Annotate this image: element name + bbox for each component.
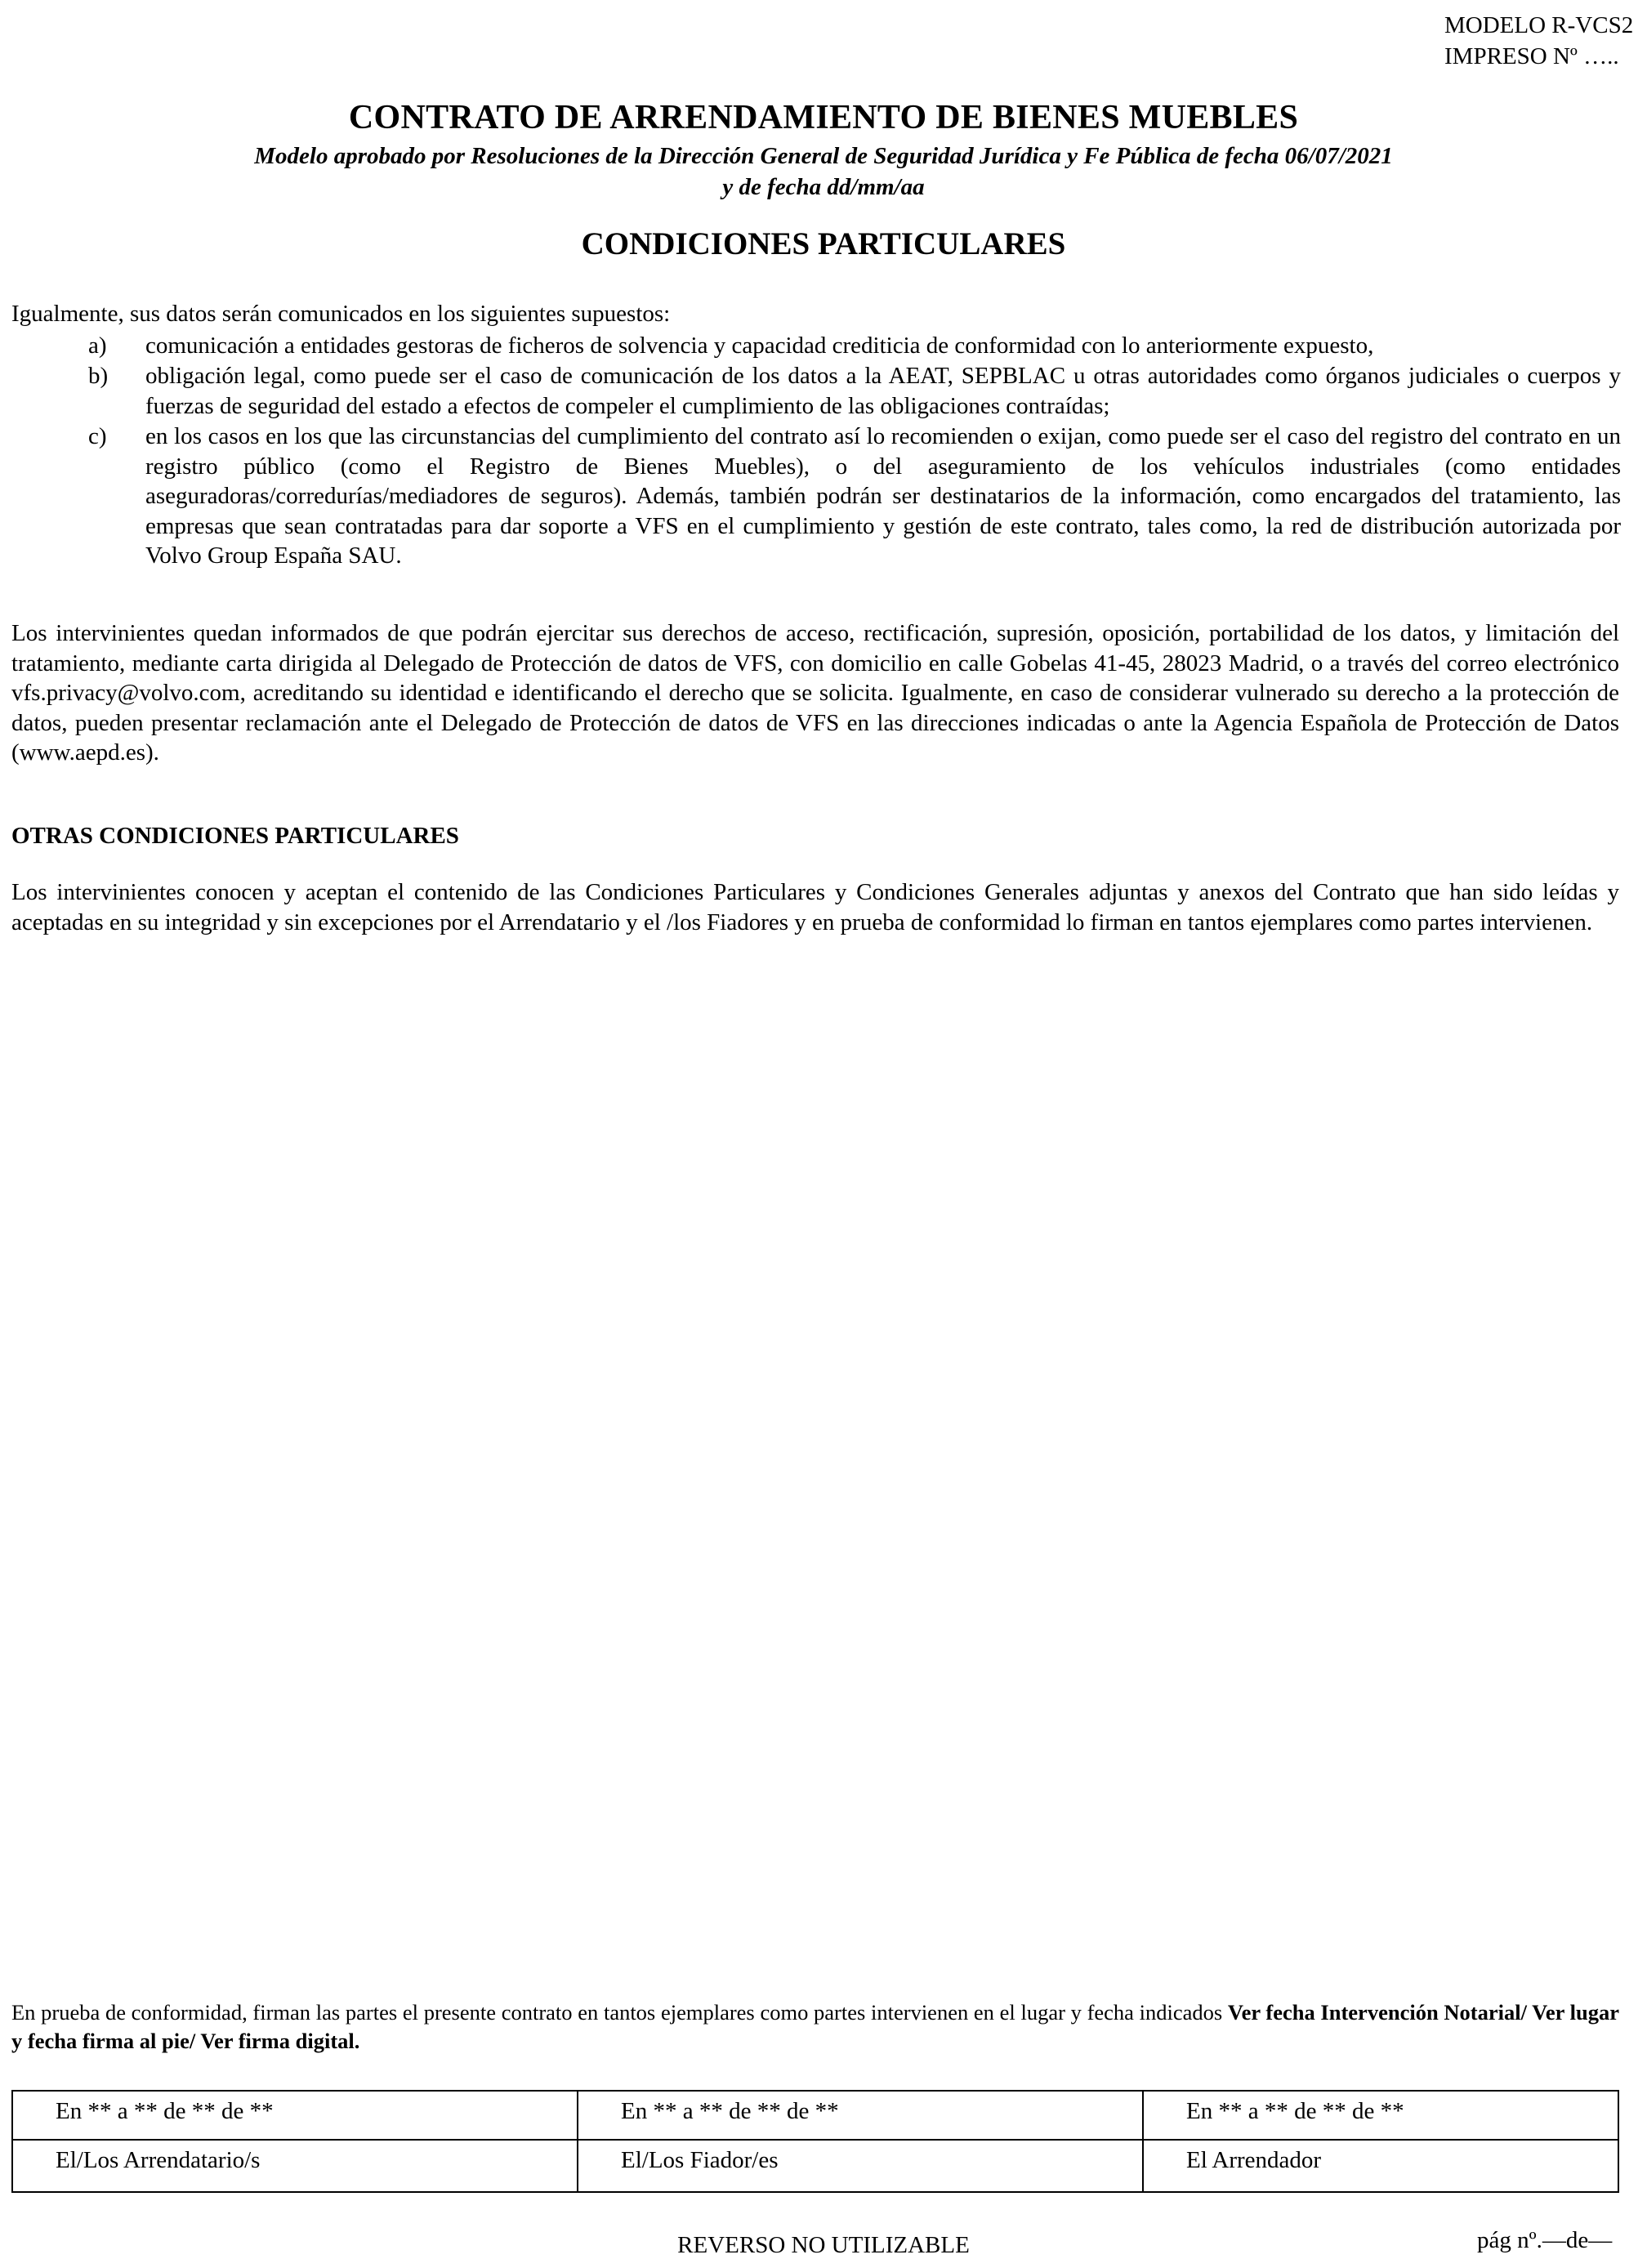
signature-cell-arrendatario: El/Los Arrendatario/s [13,2141,578,2191]
list-item-letter: a) [88,333,107,359]
list-item-text: comunicación a entidades gestoras de ficheros de solvencia y capacidad crediticia de conformidad con lo anteriormente expuesto, [145,333,1374,359]
conformidad-paragraph: Los intervinientes conocen y aceptan el contenido de las Condiciones Particulares y Condiciones Generales adjuntas y anexos del Contrato que han sido leídas y aceptadas en su integridad y sin excepciones por el Arrendatario y el /los Fiadores y en prueba de conformidad lo firman en tantos ejemplares como partes intervienen. [11,879,1619,935]
list-item-letter: c) [88,423,107,449]
signature-intro-paragraph [11,1998,1619,2056]
section-title: CONDICIONES PARTICULARES [581,226,1066,261]
document-subtitle [0,141,1647,203]
intro-paragraph: Igualmente, sus datos serán comunicados en los siguientes supuestos: [11,301,671,327]
place-date-arrendador: En ** a ** de ** de ** [1144,2092,1618,2141]
otras-condiciones-heading: OTRAS CONDICIONES PARTICULARES [11,823,459,849]
signature-cell-fiador: El/Los Fiador/es [578,2141,1144,2191]
subtitle-line-1: Modelo aprobado por Resoluciones de la Dirección General de Seguridad Jurídica y Fe Pública de fecha 06/07/2021 [254,143,1393,169]
subtitle-line-2: y de fecha dd/mm/aa [722,174,925,200]
list-item-text: en los casos en los que las circunstancias del cumplimiento del contrato así lo recomienden o exijan, como puede ser el caso del registro del contrato en un registro público (como el Registro de Bienes Muebles), o del aseguramiento de los vehículos industriales (como entidades aseguradoras/corredurías/mediadores de seguros). Además, también podrán ser destinatarios de la información, como encargados del tratamiento, las empresas que sean contratadas para dar soporte a VFS en el cumplimiento y gestión de este contrato, tales como, la red de distribución autorizada por Volvo Group España SAU. [145,423,1621,569]
reverso-notice: REVERSO NO UTILIZABLE [677,2232,970,2258]
document-title: CONTRATO DE ARRENDAMIENTO DE BIENES MUEBLES [348,99,1299,136]
signature-cell-arrendador: El Arrendador [1186,2147,1322,2173]
place-date-fiador: En ** a ** de ** de ** [578,2092,1144,2141]
signature-table [11,2090,1619,2193]
model-code: MODELO R-VCS2 [1444,12,1634,38]
signature-intro-text: En prueba de conformidad, firman las partes el presente contrato en tantos ejemplares como partes intervienen en el lugar y fecha indicados [11,2000,1228,2025]
list-item-text: obligación legal, como puede ser el caso de comunicación de los datos a la AEAT, SEPBLAC u otras autoridades como órganos judiciales o cuerpos y fuerzas de seguridad del estado a efectos de compeler el cumplimiento de las obligaciones contraídas; [145,363,1621,419]
model-reference [1444,10,1633,72]
page-number: pág nº.—de— [1477,2227,1613,2253]
place-date-arrendatario: En ** a ** de ** de ** [13,2092,578,2141]
rights-paragraph: Los intervinientes quedan informados de que podrán ejercitar sus derechos de acceso, rectificación, supresión, oposición, portabilidad de los datos, y limitación del tratamiento, mediante carta dirigida al Delegado de Protección de datos de VFS, con domicilio en calle Gobelas 41-45, 28023 Madrid, o a través del correo electrónico vfs.privacy@volvo.com, acreditando su identidad e identificando el derecho que se solicita. Igualmente, en caso de considerar vulnerado su derecho a la protección de datos, pueden presentar reclamación ante el Delegado de Protección de datos de VFS en las direcciones indicadas o ante la Agencia Española de Protección de Datos (www.aepd.es). [11,620,1619,766]
signature-intro-bold: Ver fecha Intervención Notarial/ Ver lugar y fecha firma al pie/ Ver firma digital. [11,2000,1620,2053]
impreso-number: IMPRESO Nº ….. [1444,43,1619,69]
list-item-letter: b) [88,363,109,389]
